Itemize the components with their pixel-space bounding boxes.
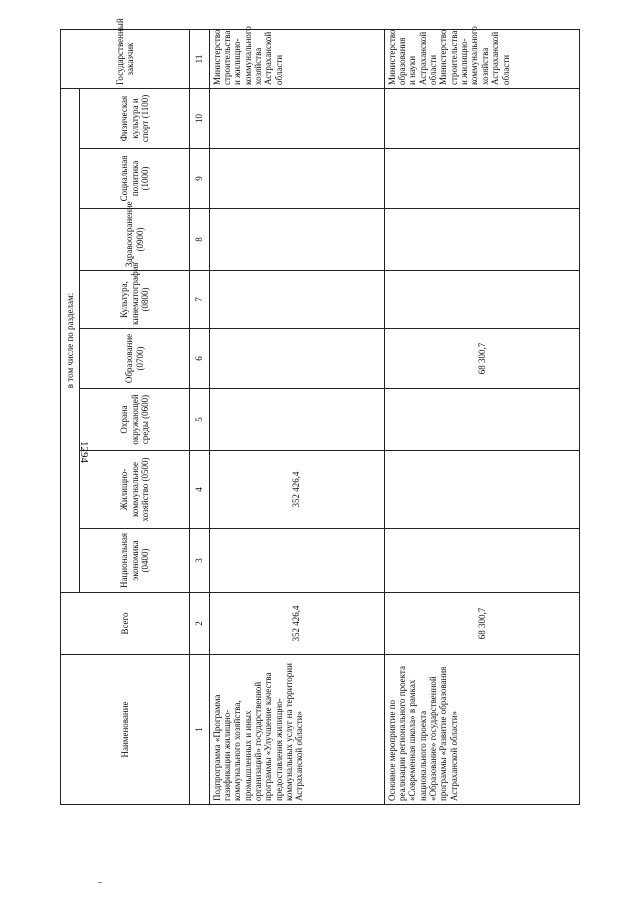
row-name: Основное мероприятие по реализации регионального проекта «Современная школа» в рамках национального проекта «Образование» государственной программы «Развитие образования Астраханской области»: [384, 655, 579, 805]
column-number: 9: [190, 149, 209, 209]
budget-table: [60, 18, 580, 805]
header-section-0800: Культура, кинематография (0800): [80, 271, 190, 329]
budget-table-sheet: [60, 18, 580, 805]
column-number: 4: [190, 451, 209, 529]
column-number: 8: [190, 209, 209, 271]
row-value-0700: 68 300,7: [384, 329, 579, 389]
row-value-0600: [209, 389, 384, 451]
row-value-1000: [209, 149, 384, 209]
row-value-0900: [209, 209, 384, 271]
row-value-0500: 352 426,4: [209, 451, 384, 529]
header-section-0900: Здравоохранение (0900): [80, 209, 190, 271]
column-number: 5: [190, 389, 209, 451]
column-number-row: [190, 30, 209, 805]
header-total: Всего: [61, 593, 190, 655]
row-total: 68 300,7: [384, 593, 579, 655]
header-section-1000: Социальная политика (1000): [80, 149, 190, 209]
row-value-0400: [384, 529, 579, 593]
row-value-0800: [209, 271, 384, 329]
row-value-0800: [384, 271, 579, 329]
row-value-0500: [384, 451, 579, 529]
header-customer: Государственный заказчик: [61, 30, 190, 89]
column-number: 10: [190, 89, 209, 149]
table-row: [209, 30, 384, 805]
column-number: 6: [190, 329, 209, 389]
column-number: 1: [190, 655, 209, 805]
row-customer: Министерство строительства и жилищно-коммунального хозяйства Астраханской области: [209, 30, 384, 89]
row-value-0600: [384, 389, 579, 451]
header-section-0700: Образование (0700): [80, 329, 190, 389]
column-number: 2: [190, 593, 209, 655]
row-value-1000: [384, 149, 579, 209]
row-value-1100: [384, 89, 579, 149]
header-name: Наименование: [61, 655, 190, 805]
header-sections-group: в том числе по разделам:: [61, 89, 80, 593]
row-value-1100: [209, 89, 384, 149]
column-number: 3: [190, 529, 209, 593]
column-number: 7: [190, 271, 209, 329]
scan-speck: [98, 882, 102, 883]
header-section-0400: Национальная экономика (0400): [80, 529, 190, 593]
row-total: 352 426,4: [209, 593, 384, 655]
row-value-0400: [209, 529, 384, 593]
row-customer: Министерство образования и науки Астраханской области Министерство строительства и жилищно-коммунального хозяйства Астраханской области: [384, 30, 579, 89]
column-number: 11: [190, 30, 209, 89]
header-section-0500: Жилищно-коммунальное хозяйство (0500): [80, 451, 190, 529]
row-name: Подпрограмма «Программа газификации жилищно-коммунального хозяйства, промышленных и иных организаций» государственной программы «Улучшение качества предоставления жилищно-коммунальных услуг на территории Астраханской области»: [209, 655, 384, 805]
header-section-1100: Физическая культура и спорт (1100): [80, 89, 190, 149]
table-row: [384, 30, 579, 805]
page-number: 1294: [78, 441, 90, 463]
row-value-0700: [209, 329, 384, 389]
header-section-0600: Охрана окружающей среды (0600): [80, 389, 190, 451]
row-value-0900: [384, 209, 579, 271]
